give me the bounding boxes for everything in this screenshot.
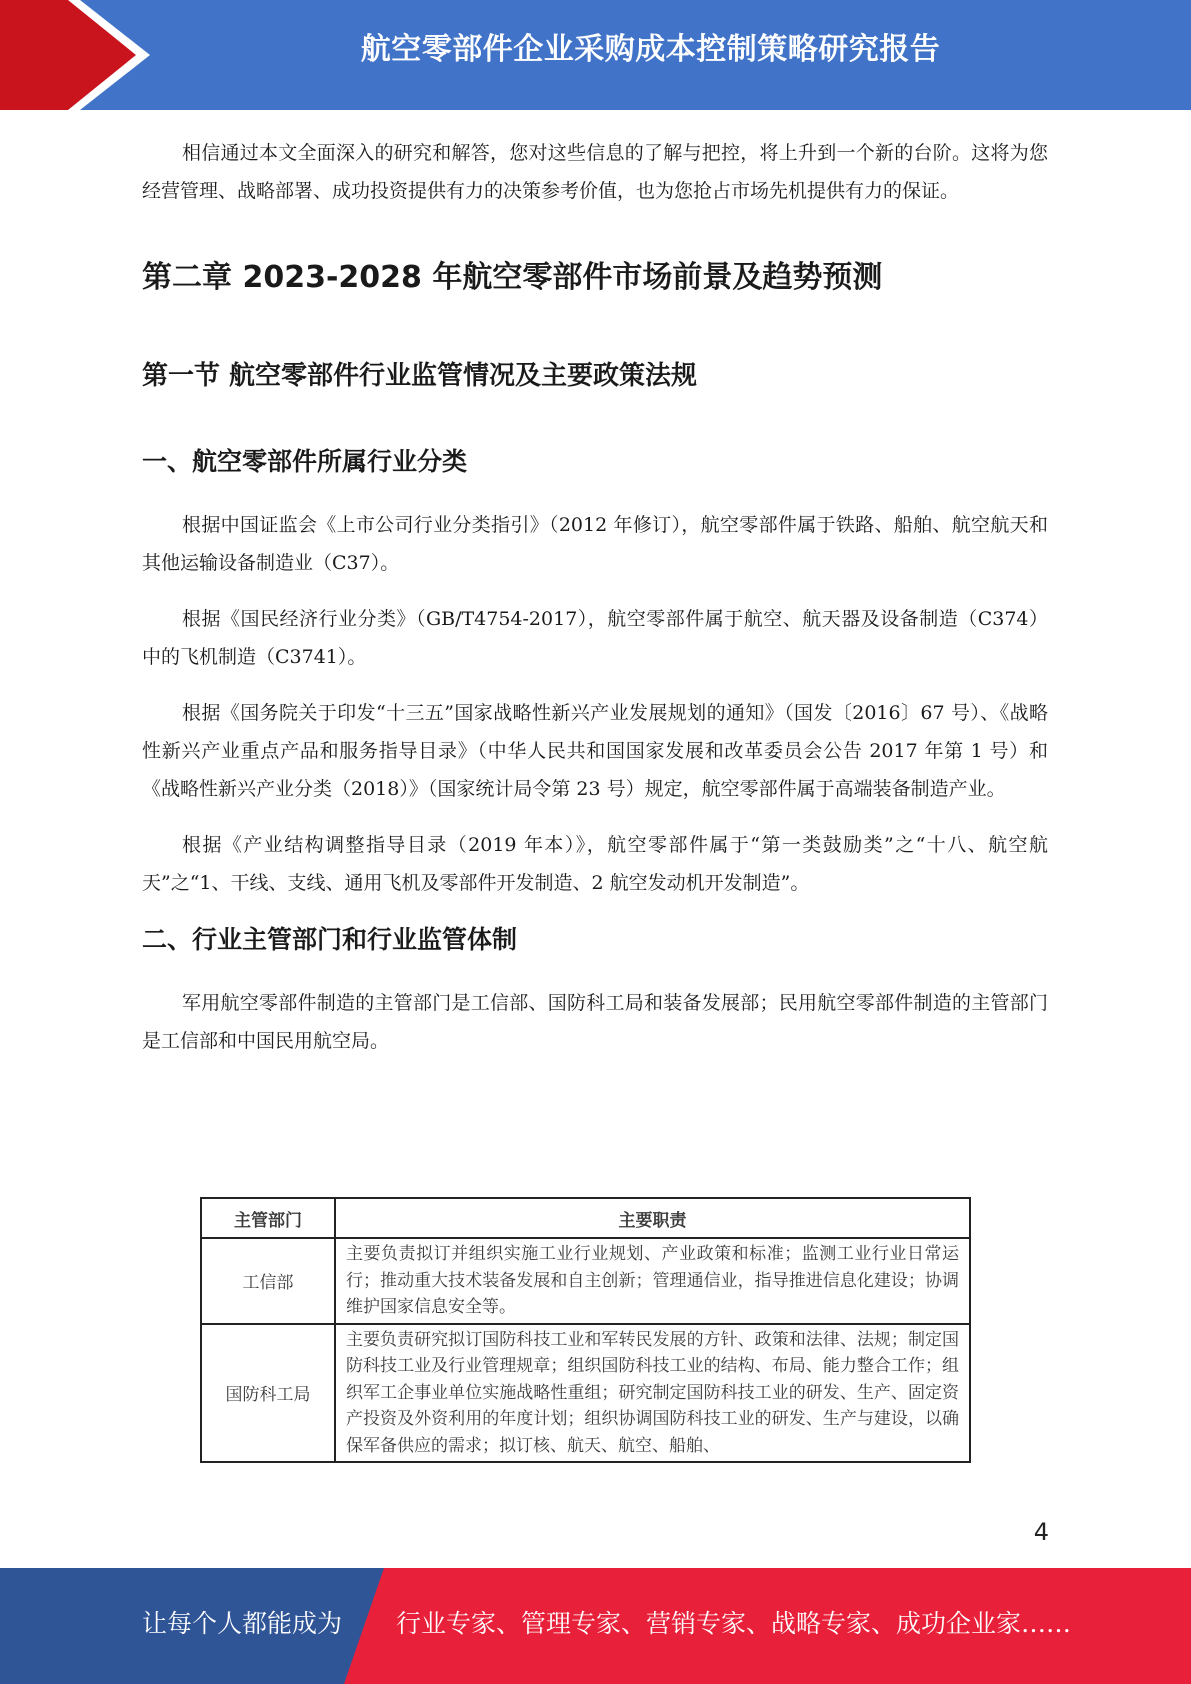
- table-cell-dept: 国防科工局: [201, 1324, 335, 1463]
- classification-paragraph: 根据《产业结构调整指导目录（2019 年本）》，航空零部件属于“第一类鼓励类”之“十八、航空航天”之“1、干线、支线、通用飞机及零部件开发制造、2 航空发动机开发制造”。: [142, 834, 1048, 894]
- page-footer: [0, 1568, 1191, 1684]
- classification-paragraph: 根据《国民经济行业分类》（GB/T4754-2017），航空零部件属于航空、航天器及设备制造（C374）中的飞机制造（C3741）。: [142, 608, 1048, 668]
- table-cell-duty: 主要负责拟订并组织实施工业行业规划、产业政策和标准；监测工业行业日常运行；推动重大技术装备发展和自主创新；管理通信业，指导推进信息化建设；协调维护国家信息安全等。: [335, 1238, 970, 1324]
- page-content: [142, 134, 1048, 1060]
- report-title: 航空零部件企业采购成本控制策略研究报告: [360, 32, 941, 67]
- subsection-title-regulatory-authorities: 二、行业主管部门和行业监管体制: [142, 925, 518, 954]
- table-header-row: [201, 1198, 970, 1238]
- table-header-duty: 主要职责: [335, 1198, 970, 1238]
- subsection-title-industry-classification: 一、航空零部件所属行业分类: [142, 447, 468, 476]
- table-header-dept: 主管部门: [201, 1198, 335, 1238]
- table-row: [201, 1324, 970, 1463]
- intro-paragraph: 相信通过本文全面深入的研究和解答，您对这些信息的了解与把控，将上升到一个新的台阶。这将为您经营管理、战略部署、成功投资提供有力的决策参考价值，也为您抢占市场先机提供有力的保证。: [142, 142, 1048, 202]
- page-header: [0, 0, 1191, 110]
- classification-paragraph: 根据中国证监会《上市公司行业分类指引》（2012 年修订），航空零部件属于铁路、船舶、航空航天和其他运输设备制造业（C37）。: [142, 514, 1048, 574]
- footer-slogan-left: 让每个人都能成为: [142, 1609, 343, 1638]
- authority-table-wrapper: [200, 1197, 971, 1463]
- table-row: [201, 1238, 970, 1324]
- footer-slogan-right: 行业专家、管理专家、营销专家、战略专家、成功企业家……: [396, 1609, 1072, 1638]
- chapter-title: 第二章 2023-2028 年航空零部件市场前景及趋势预测: [142, 260, 883, 295]
- authority-table: [200, 1197, 971, 1463]
- table-cell-dept: 工信部: [201, 1238, 335, 1324]
- regulatory-paragraph: 军用航空零部件制造的主管部门是工信部、国防科工局和装备发展部；民用航空零部件制造的主管部门是工信部和中国民用航空局。: [142, 992, 1048, 1052]
- classification-paragraph: 根据《国务院关于印发“十三五”国家战略性新兴产业发展规划的通知》（国发〔2016〕67 号）、《战略性新兴产业重点产品和服务指导目录》（中华人民共和国国家发展和改革委员会公告 2017 年第 1 号）和《战略性新兴产业分类（2018）》（国家统计局令第 23 号）规定，航空零部件属于高端装备制造产业。: [142, 702, 1048, 800]
- table-cell-duty: 主要负责研究拟订国防科技工业和军转民发展的方针、政策和法律、法规；制定国防科技工业及行业管理规章；组织国防科技工业的结构、布局、能力整合工作；组织军工企事业单位实施战略性重组；研究制定国防科技工业的研发、生产、固定资产投资及外资利用的年度计划；组织协调国防科技工业的研发、生产与建设，以确保军备供应的需求；拟订核、航天、航空、船舶、: [335, 1324, 970, 1463]
- page-number: 4: [1033, 1518, 1049, 1546]
- section-title: 第一节 航空零部件行业监管情况及主要政策法规: [142, 361, 698, 391]
